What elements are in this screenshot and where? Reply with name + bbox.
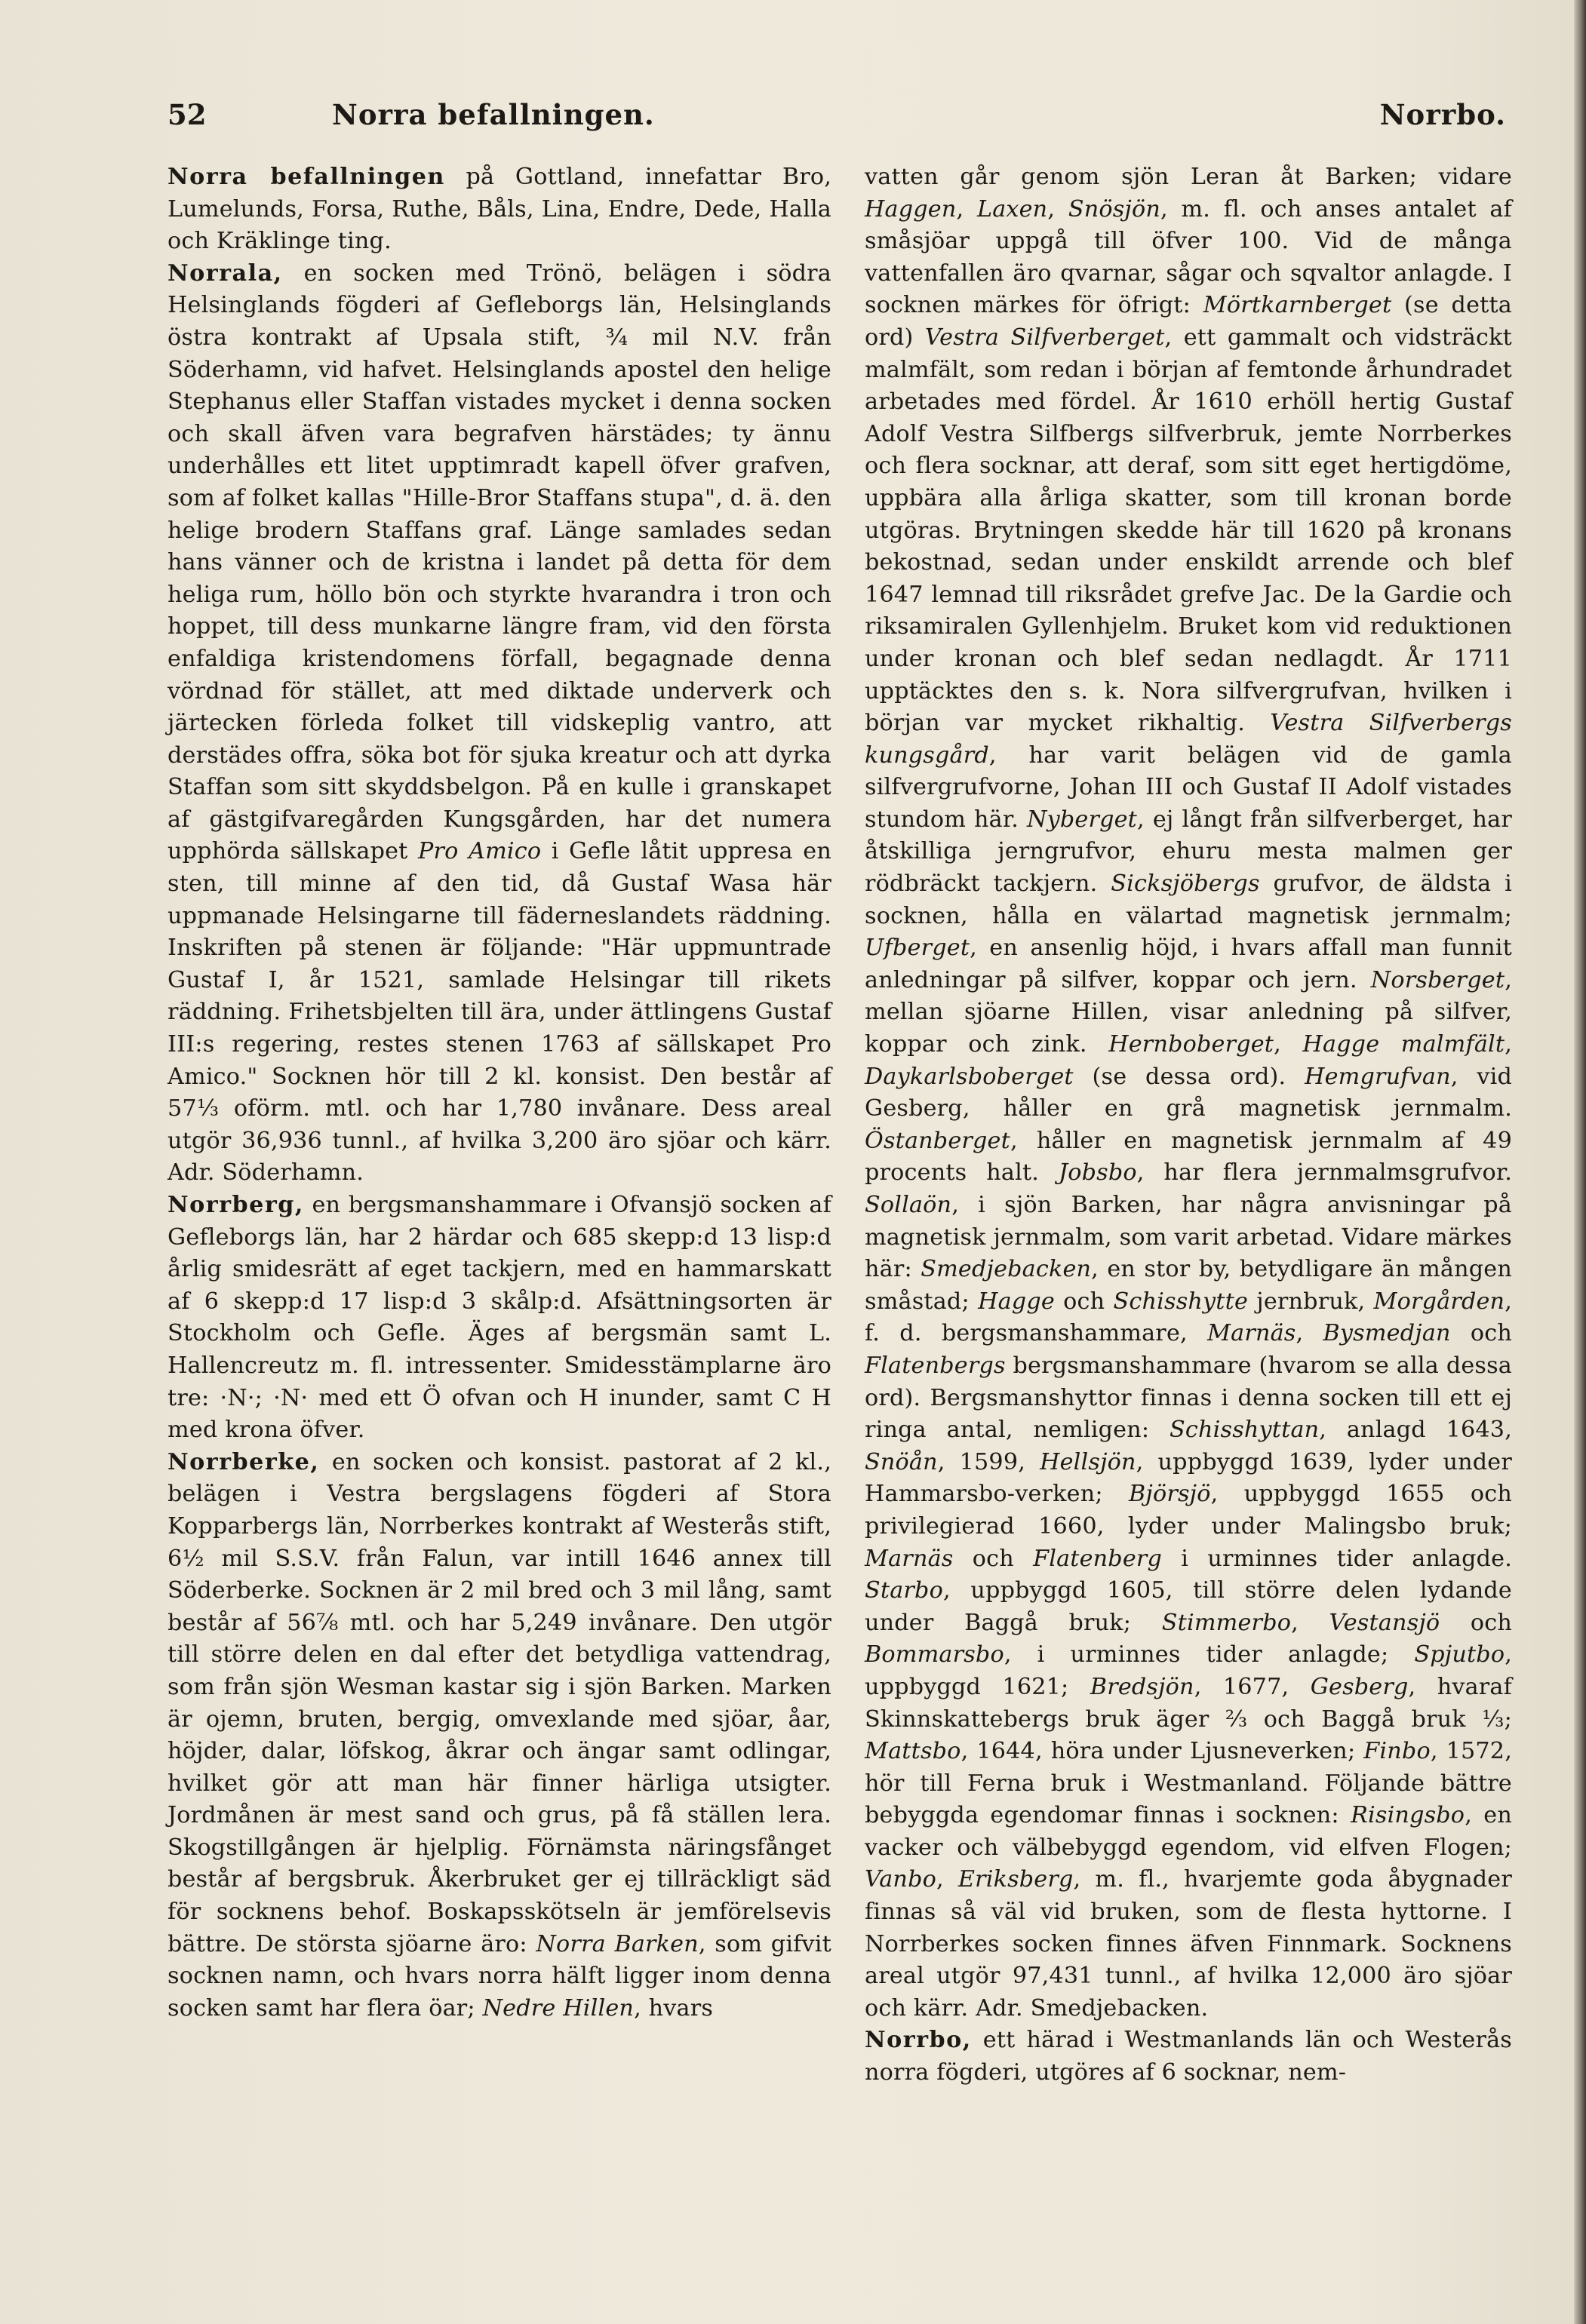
italic-place-name: Risingsbo xyxy=(1351,1802,1465,1829)
italic-place-name: Bredsjön xyxy=(1090,1673,1194,1700)
entry-text: , uppbyggd 1639, lyder under Hammarsbo-verken; xyxy=(865,1448,1512,1508)
entry-text: , uppbyggd 1655 och privilegierad 1660, lyder under Malingsbo bruk; xyxy=(865,1481,1512,1540)
italic-place-name: Daykarlsboberget xyxy=(865,1063,1074,1090)
italic-place-name: Snösjön xyxy=(1068,195,1160,223)
page-number: 52 xyxy=(168,98,207,131)
italic-place-name: Nedre Hillen xyxy=(482,1994,635,2022)
italic-place-name: Flatenberg xyxy=(1033,1545,1163,1572)
entry-text: , i urminnes tider anlagde; xyxy=(1004,1641,1415,1669)
entry-headword: Norrala, xyxy=(168,259,283,287)
italic-place-name: Björsjö xyxy=(1129,1481,1211,1508)
italic-place-name: Smedjebacken xyxy=(921,1256,1092,1283)
entry-text: , mellan sjöarne Hillen, visar anledning på silfver, koppar och zink. xyxy=(865,966,1512,1058)
entry-text: , en vacker och välbebyggd egendom, vid elfven Flogen; xyxy=(865,1802,1512,1861)
italic-place-name: Vestra Silfverbergs kungsgård xyxy=(865,710,1512,769)
dictionary-entry xyxy=(168,1190,831,1447)
italic-place-name: Marnäs xyxy=(865,1545,954,1572)
italic-place-name: Schisshytte xyxy=(1113,1288,1249,1315)
italic-place-name: Morgården xyxy=(1373,1288,1505,1315)
italic-place-name: Nyberget xyxy=(1027,806,1138,833)
entry-text: , en ansenlig höjd, i hvars affall man funnit anledningar på silfver, koppar och jern. xyxy=(865,935,1512,993)
italic-place-name: Gesberg xyxy=(1310,1673,1409,1700)
entry-text: , hvars xyxy=(634,1994,714,2022)
italic-place-name: Laxen xyxy=(976,195,1048,223)
entry-text: vatten går genom sjön Leran åt Barken; vidare xyxy=(865,164,1512,190)
italic-place-name: Stimmerbo xyxy=(1161,1609,1292,1636)
italic-place-name: Jobsbo xyxy=(1058,1159,1137,1187)
entry-text: , 1572, hör till Ferna bruk i Westmanland. Följande bättre bebyggda egendomar finnas i socknen: xyxy=(865,1738,1512,1829)
italic-place-name: Bysmedjan xyxy=(1323,1320,1451,1347)
entry-text: och xyxy=(1450,1320,1513,1347)
italic-place-name: Finbo xyxy=(1363,1738,1431,1765)
entry-headword: Norrberg, xyxy=(168,1192,304,1218)
entry-text: jernbruk, xyxy=(1248,1288,1374,1315)
italic-place-name: Eriksberg xyxy=(957,1866,1074,1893)
entry-text: , uppbyggd 1621; xyxy=(865,1641,1512,1700)
entry-text: en socken med Trönö, belägen i södra Helsinglands fögderi af Gefleborgs län, Helsinglands östra kontrakt af Upsala stift, ¾ mil N.V. från Söderhamn, vid hafvet. Helsinglands apostel den helige Stephanus eller Staffan vistades mycket i denna socken och skall äfven vara begrafven härstädes; ty ännu underhålles ett litet upptimradt kapell öfver grafven, som af folket kallas "Hille-Bror Staffans stupa", d. ä. den helige brodern Staffans graf. Länge samlades sedan hans vänner och de kristna i landet på detta för dem heliga rum, höllo bön och styrkte hvarandra i tron och hoppet, till dess munkarne längre fram, vid den första enfaldiga kristendomens förfall, begagnade denna vördnad för stället, att med diktade underverk och järtecken förleda folket till vidskeplig vantro, att derstädes offra, söka bot för sjuka kreatur och att dyrka Staffan som sitt skyddsbelgon. På en kulle i granskapet af gästgifvaregården Kungsgården, har det numera upphörda sällskapet xyxy=(168,259,831,865)
entry-text: , håller en magnetisk jernmalm af 49 procents halt. xyxy=(865,1127,1512,1187)
italic-place-name: Mattsbo xyxy=(865,1738,961,1765)
entry-headword: Norrbo, xyxy=(865,2027,972,2054)
entry-text: , i sjön Barken, har några anvisningar på magnetisk jernmalm, som varit arbetad. Vidare märkes här: xyxy=(865,1192,1512,1283)
entry-text: i Gefle låtit uppresa en sten, till minne af den tid, då Gustaf Wasa här uppmanade Helsingarne till fäderneslandets räddning. Inskriften på stenen är följande: "Här uppmuntrade Gustaf I, år 1521, samlade Helsingar till rikets räddning. Frihetsbjelten till ära, under ättlingens Gustaf III:s regering, restes stenen 1763 af sällskapet Pro Amico." Socknen hör till 2 kl. konsist. Den består af 57⅓ oförm. mtl. och har 1,780 invånare. Dess areal utgör 36,936 tunnl., af hvilka 3,200 äro sjöar och kärr. Adr. Söderhamn. xyxy=(168,838,831,1187)
entry-text: , anlagd 1643, xyxy=(1319,1417,1512,1444)
italic-place-name: Schisshyttan xyxy=(1170,1417,1320,1444)
entry-text: på Gottland, innefattar Bro, Lumelunds, Forsa, Ruthe, Båls, Lina, Endre, Dede, Halla och Kräklinge ting. xyxy=(168,164,832,255)
entry-text: , 1599, xyxy=(937,1448,1040,1475)
entry-text: , xyxy=(1047,195,1068,223)
entry-text: och xyxy=(1440,1609,1512,1636)
entry-text: , f. d. bergsmanshammare, xyxy=(865,1288,1512,1347)
italic-place-name: Sollaön xyxy=(865,1192,952,1218)
entry-text: , m. fl. och anses antalet af småsjöar uppgå till öfver 100. Vid de många vattenfallen äro qvarnar, sågar och sqvaltor anlagde. I socknen märkes för öfrigt: xyxy=(865,195,1513,319)
italic-place-name: Haggen xyxy=(865,195,957,223)
entry-text: , xyxy=(1505,1031,1512,1058)
running-head-right: Norrbo. xyxy=(1379,98,1506,131)
entry-text: bergsmanshammare (hvarom se alla dessa ord). Bergsmanshyttor finnas i denna socken till ett ej ringa antal, nemligen: xyxy=(865,1352,1512,1444)
italic-place-name: Vestra Silfverberget xyxy=(924,324,1165,351)
entry-text: och xyxy=(1054,1288,1114,1315)
running-head-left: Norra befallningen. xyxy=(332,98,655,131)
italic-place-name: Flatenbergs xyxy=(865,1352,1006,1379)
entry-text: , xyxy=(1296,1320,1323,1347)
right-column xyxy=(865,161,1512,2089)
entry-text: , 1677, xyxy=(1194,1673,1311,1700)
italic-place-name: Hemgrufvan xyxy=(1305,1063,1451,1090)
italic-place-name: Östanberget xyxy=(865,1127,1010,1154)
entry-headword: Norra befallningen xyxy=(168,164,445,190)
italic-place-name: Hernboberget xyxy=(1108,1031,1274,1058)
entry-text: , har varit belägen vid de gamla silfvergrufvorne, Johan III och Gustaf II Adolf vistades stundom här. xyxy=(865,741,1512,833)
entry-text: , ej långt från silfverberget, har åtskilliga jerngrufvor, ehuru mesta malmen ger rödbräckt tackjern. xyxy=(865,806,1512,898)
italic-place-name: Vestansjö xyxy=(1329,1609,1440,1636)
entry-text: , xyxy=(1291,1609,1329,1636)
entry-text: , ett gammalt och vidsträckt malmfält, som redan i början af femtonde århundradet arbetades med fördel. År 1610 erhöll hertig Gustaf Adolf Vestra Silfbergs silfverbruk, jemte Norrberkes och flera socknar, att deraf, som sitt eget hertigdöme, uppbära alla årliga skatter, som till kronan borde utgöras. Brytningen skedde här till 1620 på kronans bekostnad, sedan under enskildt arrende och blef 1647 lemnad till riksrådet grefve Jac. De la Gardie och riksamiralen Gyllenhjelm. Bruket kom vid reduktionen under kronan och blef sedan nedlagdt. År 1711 upptäcktes den s. k. Nora silfvergrufvan, hvilken i början var mycket rikhaltig. xyxy=(865,324,1512,737)
dictionary-entry xyxy=(865,161,1512,2025)
entry-text: , hvaraf Skinnskattebergs bruk äger ⅔ och Baggå bruk ⅓; xyxy=(865,1673,1512,1733)
entry-text: i urminnes tider anlagde. xyxy=(1162,1545,1512,1572)
italic-place-name: Spjutbo xyxy=(1414,1641,1505,1669)
entry-headword: Norrberke, xyxy=(168,1448,320,1475)
entry-text: , som gifvit socknen namn, och hvars norra hälft ligger inom denna socken samt har flera öar; xyxy=(168,1930,831,2022)
entry-text: ett härad i Westmanlands län och Westerås norra fögderi, utgöres af 6 socknar, nem- xyxy=(865,2027,1512,2086)
entry-text: , m. fl., hvarjemte goda åbygnader finnas så väl vid bruken, som de flesta hyttorne. I Norrberkes socken finnes äfven Finnmark. Socknens areal utgör 97,431 tunnl., af hvilka 12,000 äro sjöar och kärr. Adr. Smedjebacken. xyxy=(865,1866,1513,2022)
entry-text: , 1644, höra under Ljusneverken; xyxy=(961,1738,1364,1765)
italic-place-name: Vanbo xyxy=(865,1866,936,1893)
entry-text: grufvor, de äldsta i socknen, hålla en välartad magnetisk jernmalm; xyxy=(865,870,1512,929)
dictionary-entry xyxy=(865,2025,1512,2089)
page-header xyxy=(168,98,1506,143)
entry-text: en socken och konsist. pastorat af 2 kl., belägen i Vestra bergslagens fögderi af Stora Kopparbergs län, Norrberkes kontrakt af Westerås stift, 6½ mil S.S.V. från Falun, var intill 1646 annex till Söderberke. Socknen är 2 mil bred och 3 mil lång, samt består af 56⅞ mtl. och har 5,249 invånare. Den utgör till större delen en dal efter det betydliga vattendrag, som från sjön Wesman kastar sig i sjön Barken. Marken är ojemn, bruten, bergig, omvexlande med sjöar, åar, höjder, dalar, löfskog, åkrar och ängar samt odlingar, hvilket gör att man här finner härliga utsigter. Jordmånen är mest sand och grus, på få ställen lera. Skogstillgången är hjelplig. Förnämsta näringsfånget består af bergsbruk. Åkerbruket ger ej tillräckligt säd för socknens behof. Boskapsskötseln är jemförelsevis bättre. De största sjöarne äro: xyxy=(168,1448,831,1957)
entry-text: (se detta ord) xyxy=(865,292,1512,351)
italic-place-name: Sicksjöbergs xyxy=(1111,870,1260,898)
italic-place-name: Mörtkarnberget xyxy=(1203,292,1392,319)
entry-text: en bergsmanshammare i Ofvansjö socken af Gefleborgs län, har 2 härdar och 685 skepp:d 13 lisp:d årlig smidesrätt af eget tackjern, med en hammarskatt af 6 skepp:d 17 lisp:d 3 skålp:d. Afsättningsorten är Stockholm och Gefle. Äges af bergsmän samt L. Hallencreutz m. fl. intressenter. Smidesstämplarne äro tre: ·N·; ·N· med ett Ö ofvan och H inunder, samt C H med krona öfver. xyxy=(168,1192,831,1444)
italic-place-name: Bommarsbo xyxy=(865,1641,1004,1669)
italic-place-name: Hagge malmfält xyxy=(1302,1031,1505,1058)
entry-text: och xyxy=(953,1545,1034,1572)
entry-text: (se dessa ord). xyxy=(1073,1063,1305,1090)
entry-text: , xyxy=(1274,1031,1303,1058)
book-spine xyxy=(1574,0,1586,2324)
dictionary-entry xyxy=(168,1447,831,2025)
italic-place-name: Norra Barken xyxy=(536,1930,699,1957)
italic-place-name: Pro Amico xyxy=(418,838,542,865)
italic-place-name: Hagge xyxy=(978,1288,1055,1315)
entry-text: , uppbyggd 1605, till större delen lydande under Baggå bruk; xyxy=(865,1577,1512,1636)
dictionary-entry xyxy=(168,161,831,258)
entry-text: , xyxy=(956,195,977,223)
entry-text: , har flera jernmalmsgrufvor. xyxy=(1136,1159,1512,1187)
italic-place-name: Ufberget xyxy=(865,935,970,962)
italic-place-name: Snöån xyxy=(865,1448,938,1475)
entry-text: , en stor by, betydligare än mången småstad; xyxy=(865,1256,1513,1315)
italic-place-name: Starbo xyxy=(865,1577,943,1604)
left-column xyxy=(168,161,831,2025)
entry-text: , vid Gesberg, håller en grå magnetisk jernmalm. xyxy=(865,1063,1512,1122)
italic-place-name: Norsberget xyxy=(1370,966,1505,993)
italic-place-name: Hellsjön xyxy=(1040,1448,1136,1475)
dictionary-entry xyxy=(168,258,831,1190)
italic-place-name: Marnäs xyxy=(1207,1320,1296,1347)
entry-text: , xyxy=(936,1866,958,1893)
